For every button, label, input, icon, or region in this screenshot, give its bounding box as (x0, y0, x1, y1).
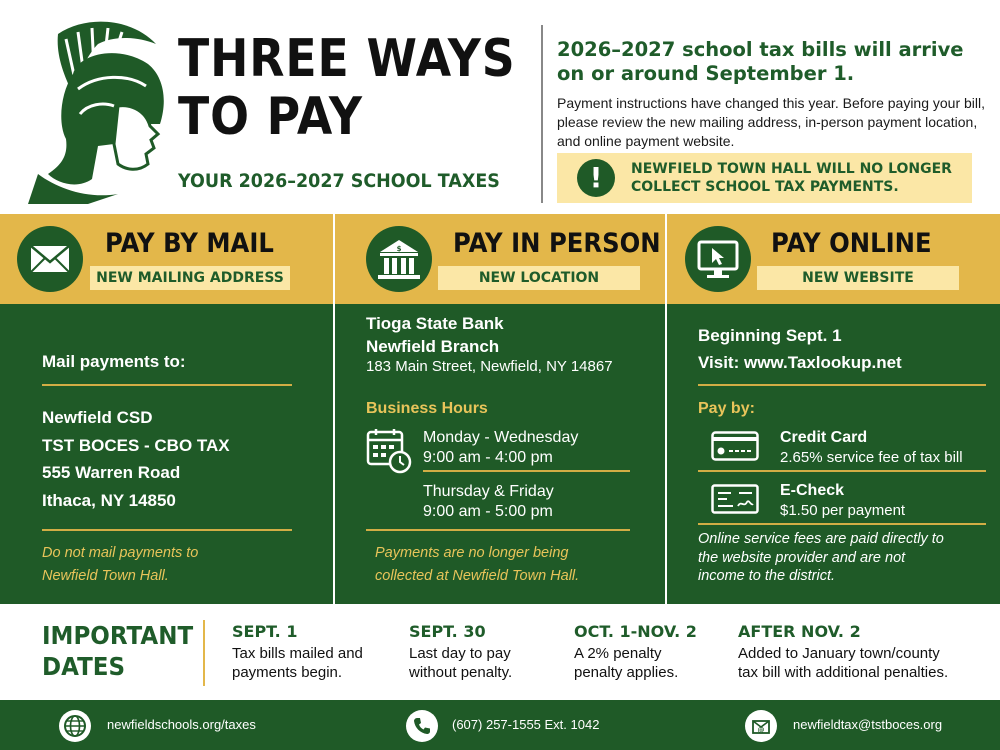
online-note: Online service fees are paid directly to the website provider and are not income to the district. (698, 531, 944, 584)
credit-card-icon (711, 431, 759, 461)
payment-method: Credit Card 2.65% service fee of tax bill (780, 429, 963, 466)
email-icon (745, 710, 777, 742)
online-body (667, 304, 1000, 604)
pay-by-label: Pay by: (698, 400, 755, 417)
payment-method: E-Check $1.50 per payment (780, 482, 906, 519)
alert-banner (557, 153, 972, 203)
exclamation-icon: ! (577, 159, 615, 197)
phone-number[interactable]: (607) 257-1555 Ext. 1042 (452, 717, 600, 732)
divider (366, 529, 630, 531)
date-item: OCT. 1-NOV. 2 A 2% penalty penalty applies. (574, 622, 697, 681)
header (0, 0, 1000, 214)
computer-cursor-icon (685, 226, 751, 292)
envelope-icon (17, 226, 83, 292)
calendar-clock-icon (366, 428, 412, 474)
divider (698, 384, 986, 386)
website-link[interactable]: newfieldschools.org/taxes (107, 717, 256, 732)
hours-row: Monday - Wednesday 9:00 am - 4:00 pm (423, 429, 579, 466)
mail-header (0, 214, 333, 304)
person-title: PAY IN PERSON (453, 228, 661, 259)
date-item: SEPT. 1 Tax bills mailed and payments begin. (232, 622, 363, 681)
bank-name: Tioga State Bank Newfield Branch (366, 314, 504, 356)
mail-note: Do not mail payments to Newfield Town Hall. (42, 545, 199, 584)
person-header (335, 214, 665, 304)
hours-label: Business Hours (366, 400, 488, 417)
spartan-logo (18, 14, 178, 204)
online-header (667, 214, 1000, 304)
notice-body: Payment instructions have changed this year. Before paying your bill, please review the new mailing address, in-person payment location, and online payment website. (557, 95, 986, 149)
person-note: Payments are no longer being collected at Newfield Town Hall. (375, 545, 580, 584)
important-dates-label: IMPORTANT DATES (42, 621, 194, 681)
online-title: PAY ONLINE (771, 228, 932, 259)
page-subtitle: YOUR 2026–2027 SCHOOL TAXES (178, 170, 500, 192)
online-info: Beginning Sept. 1 Visit: www.Taxlookup.net (698, 326, 902, 372)
mail-body (0, 304, 333, 604)
alert-text: NEWFIELD TOWN HALL WILL NO LONGER COLLECT SCHOOL TAX PAYMENTS. (631, 161, 952, 195)
globe-icon (59, 710, 91, 742)
footer (0, 700, 1000, 750)
pay-online-section (667, 214, 1000, 604)
divider (698, 523, 986, 525)
bank-icon (366, 226, 432, 292)
divider (42, 384, 292, 386)
page-title: THREE WAYS TO PAY (178, 29, 516, 147)
header-divider (541, 25, 543, 203)
date-item: SEPT. 30 Last day to pay without penalty. (409, 622, 513, 681)
mail-address: Newfield CSD TST BOCES - CBO TAX 555 Warren Road Ithaca, NY 14850 (42, 408, 230, 510)
divider (42, 529, 292, 531)
hours-row: Thursday & Friday 9:00 am - 5:00 pm (423, 483, 554, 520)
online-tag: NEW WEBSITE (757, 266, 959, 290)
email-link[interactable]: newfieldtax@tstboces.org (793, 717, 943, 732)
important-dates (0, 604, 1000, 700)
person-tag: NEW LOCATION (438, 266, 640, 290)
mail-title: PAY BY MAIL (105, 228, 274, 259)
divider (423, 470, 630, 472)
svg-text:$: $ (396, 245, 402, 253)
phone-icon (406, 710, 438, 742)
person-body (335, 304, 665, 604)
pay-by-mail-section (0, 214, 333, 604)
svg-text:@: @ (757, 726, 765, 734)
notice-heading: 2026–2027 school tax bills will arrive on or around September 1. (557, 38, 964, 85)
bank-street: 183 Main Street, Newfield, NY 14867 (366, 358, 613, 375)
divider (698, 470, 986, 472)
pay-in-person-section (335, 214, 665, 604)
mail-tag: NEW MAILING ADDRESS (90, 266, 290, 290)
mail-lead: Mail payments to: (42, 352, 186, 371)
dates-divider (203, 620, 205, 686)
check-icon (711, 484, 759, 514)
date-item: AFTER NOV. 2 Added to January town/county tax bill with additional penalties. (738, 622, 949, 681)
